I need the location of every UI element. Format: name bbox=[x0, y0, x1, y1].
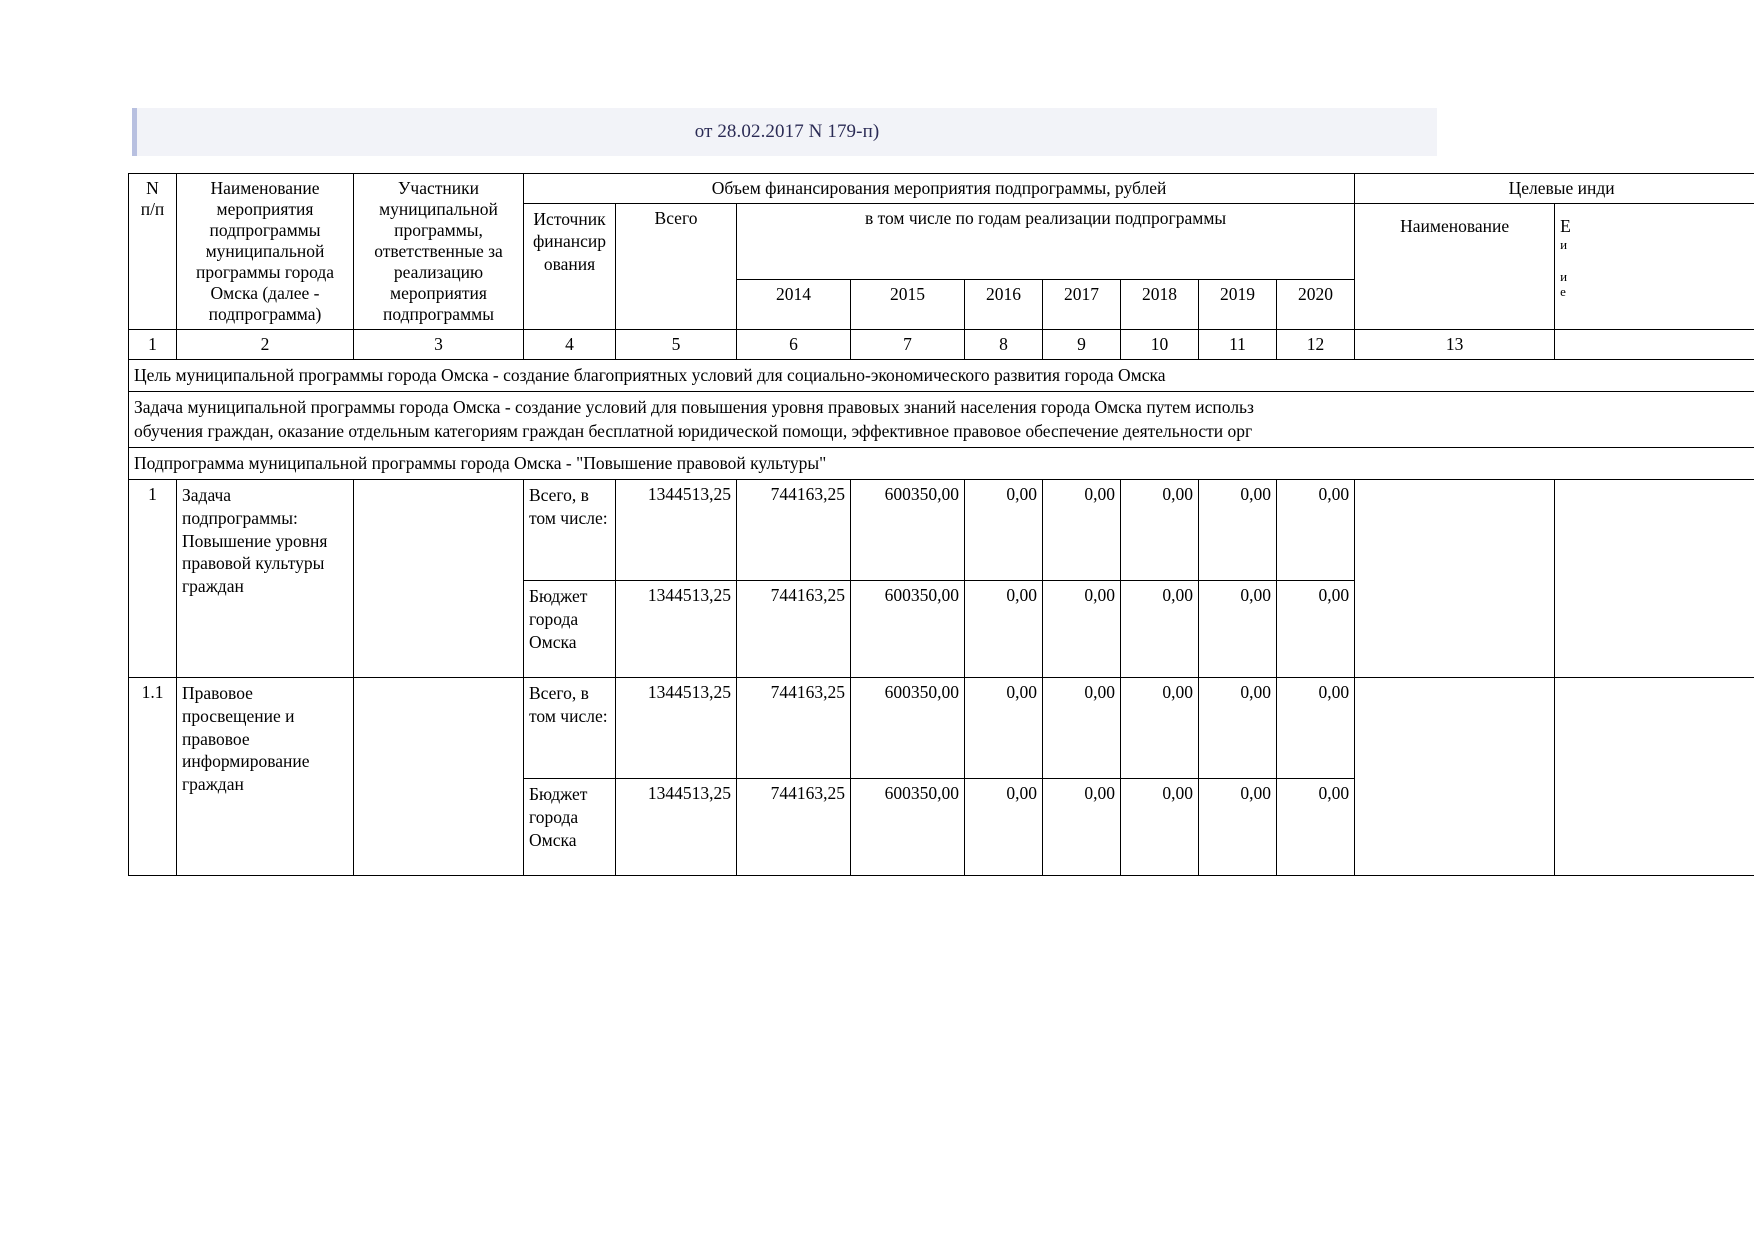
row-y2015-1-1b: 600350,00 bbox=[851, 779, 965, 876]
statement-goal-text: Цель муниципальной программы города Омска - создание благоприятных условий для социально-экономического развития города Омска bbox=[129, 360, 1754, 392]
colnum-12: 12 bbox=[1277, 330, 1355, 360]
header-cell-funding-source: Источник финансирования bbox=[524, 204, 616, 330]
row-y2017-1b: 0,00 bbox=[1043, 581, 1121, 678]
colnum-5: 5 bbox=[616, 330, 737, 360]
colnum-8: 8 bbox=[965, 330, 1043, 360]
colnum-2: 2 bbox=[177, 330, 354, 360]
header-number-line2: п/п bbox=[140, 199, 165, 219]
header-cell-indicator-unit bbox=[1555, 204, 1754, 330]
row-y2014-1b: 744163,25 bbox=[737, 581, 851, 678]
row-y2014-1-1b: 744163,25 bbox=[737, 779, 851, 876]
header-number-line1: N bbox=[146, 178, 159, 198]
row-y2015-1-1a: 600350,00 bbox=[851, 678, 965, 779]
row-y2020-1b: 0,00 bbox=[1277, 581, 1355, 678]
statement-row-subprogram bbox=[129, 447, 1754, 479]
row-source-1-1a: Всего, в том числе: bbox=[524, 678, 616, 779]
statement-row-goal bbox=[129, 360, 1754, 392]
row-y2018-1b: 0,00 bbox=[1121, 581, 1199, 678]
row-source-1-1b: Бюджет города Омска bbox=[524, 779, 616, 876]
row-y2018-1a: 0,00 bbox=[1121, 480, 1199, 581]
colnum-11: 11 bbox=[1199, 330, 1277, 360]
header-row-top bbox=[129, 174, 1754, 204]
header-cell-years-group: в том числе по годам реализации подпрограммы bbox=[737, 204, 1355, 280]
row-indicator-unit-1 bbox=[1555, 480, 1754, 678]
header-cell-total: Всего bbox=[616, 204, 737, 330]
statement-task-cell bbox=[129, 392, 1754, 448]
row-number-1: 1 bbox=[129, 480, 177, 678]
row-total-1-1a: 1344513,25 bbox=[616, 678, 737, 779]
row-total-1b: 1344513,25 bbox=[616, 581, 737, 678]
indicator-unit-line2: и bbox=[1560, 237, 1568, 252]
table-row bbox=[129, 678, 1754, 779]
colnum-4: 4 bbox=[524, 330, 616, 360]
header-year-2015: 2015 bbox=[851, 279, 965, 329]
header-cell-indicators-group: Целевые инди bbox=[1355, 174, 1754, 204]
header-cell-indicator-name: Наименование bbox=[1355, 204, 1555, 330]
row-y2019-1a: 0,00 bbox=[1199, 480, 1277, 581]
row-y2018-1-1b: 0,00 bbox=[1121, 779, 1199, 876]
table-body bbox=[129, 330, 1754, 876]
row-y2020-1-1a: 0,00 bbox=[1277, 678, 1355, 779]
row-source-1b: Бюджет города Омска bbox=[524, 581, 616, 678]
row-y2015-1a: 600350,00 bbox=[851, 480, 965, 581]
row-indicator-1 bbox=[1355, 480, 1555, 678]
row-y2016-1-1a: 0,00 bbox=[965, 678, 1043, 779]
row-total-1-1b: 1344513,25 bbox=[616, 779, 737, 876]
header-cell-participants: Участники муниципальной программы, ответственные за реализацию мероприятия подпрограммы bbox=[354, 174, 524, 330]
table-header bbox=[129, 174, 1754, 330]
row-y2014-1a: 744163,25 bbox=[737, 480, 851, 581]
statement-subprogram-text: Подпрограмма муниципальной программы города Омска - "Повышение правовой культуры" bbox=[129, 447, 1754, 479]
column-number-row bbox=[129, 330, 1754, 360]
indicator-unit-line1: Е bbox=[1560, 216, 1571, 236]
indicator-unit-line4: е bbox=[1560, 284, 1566, 300]
colnum-6: 6 bbox=[737, 330, 851, 360]
row-y2019-1-1b: 0,00 bbox=[1199, 779, 1277, 876]
table-row bbox=[129, 480, 1754, 581]
row-y2017-1-1a: 0,00 bbox=[1043, 678, 1121, 779]
row-source-1a: Всего, в том числе: bbox=[524, 480, 616, 581]
colnum-1: 1 bbox=[129, 330, 177, 360]
row-y2017-1-1b: 0,00 bbox=[1043, 779, 1121, 876]
row-event-1: Задача подпрограммы: Повышение уровня правовой культуры граждан bbox=[177, 480, 354, 678]
row-y2020-1-1b: 0,00 bbox=[1277, 779, 1355, 876]
indicator-unit-line3: и bbox=[1560, 268, 1568, 284]
row-event-1-1: Правовое просвещение и правовое информирование граждан bbox=[177, 678, 354, 876]
row-y2014-1-1a: 744163,25 bbox=[737, 678, 851, 779]
row-y2020-1a: 0,00 bbox=[1277, 480, 1355, 581]
row-indicator-1-1 bbox=[1355, 678, 1555, 876]
row-number-1-1: 1.1 bbox=[129, 678, 177, 876]
row-y2016-1a: 0,00 bbox=[965, 480, 1043, 581]
statement-row-task bbox=[129, 392, 1754, 448]
row-total-1a: 1344513,25 bbox=[616, 480, 737, 581]
row-y2016-1-1b: 0,00 bbox=[965, 779, 1043, 876]
colnum-13: 13 bbox=[1355, 330, 1555, 360]
header-year-2019: 2019 bbox=[1199, 279, 1277, 329]
program-financing-table-container bbox=[128, 173, 1754, 876]
row-y2015-1b: 600350,00 bbox=[851, 581, 965, 678]
program-financing-table bbox=[128, 173, 1754, 876]
header-year-2017: 2017 bbox=[1043, 279, 1121, 329]
header-year-2018: 2018 bbox=[1121, 279, 1199, 329]
row-indicator-unit-1-1 bbox=[1555, 678, 1754, 876]
colnum-10: 10 bbox=[1121, 330, 1199, 360]
statement-task-line1: Задача муниципальной программы города Омска - создание условий для повышения уровня правовых знаний населения города Омска путем использ bbox=[134, 397, 1254, 418]
header-year-2014: 2014 bbox=[737, 279, 851, 329]
colnum-3: 3 bbox=[354, 330, 524, 360]
row-y2017-1a: 0,00 bbox=[1043, 480, 1121, 581]
header-year-2020: 2020 bbox=[1277, 279, 1355, 329]
header-cell-event-name: Наименование мероприятия подпрограммы муниципальной программы города Омска (далее - подпрограмма) bbox=[177, 174, 354, 330]
row-y2019-1b: 0,00 bbox=[1199, 581, 1277, 678]
row-participants-1 bbox=[354, 480, 524, 678]
row-participants-1-1 bbox=[354, 678, 524, 876]
colnum-9: 9 bbox=[1043, 330, 1121, 360]
header-year-2016: 2016 bbox=[965, 279, 1043, 329]
header-cell-funding-group: Объем финансирования мероприятия подпрограммы, рублей bbox=[524, 174, 1355, 204]
document-title-banner bbox=[132, 108, 1437, 156]
header-cell-number bbox=[129, 174, 177, 330]
document-reference-text: от 28.02.2017 N 179-п) bbox=[694, 121, 880, 142]
row-y2018-1-1a: 0,00 bbox=[1121, 678, 1199, 779]
colnum-7: 7 bbox=[851, 330, 965, 360]
colnum-14-empty bbox=[1555, 330, 1754, 360]
row-y2016-1b: 0,00 bbox=[965, 581, 1043, 678]
statement-task-line2: обучения граждан, оказание отдельным категориям граждан бесплатной юридической помощи, эффективное правовое обеспечение деятельности орг bbox=[134, 420, 1253, 441]
row-y2019-1-1a: 0,00 bbox=[1199, 678, 1277, 779]
indicator-unit-spacer bbox=[1560, 253, 1754, 269]
